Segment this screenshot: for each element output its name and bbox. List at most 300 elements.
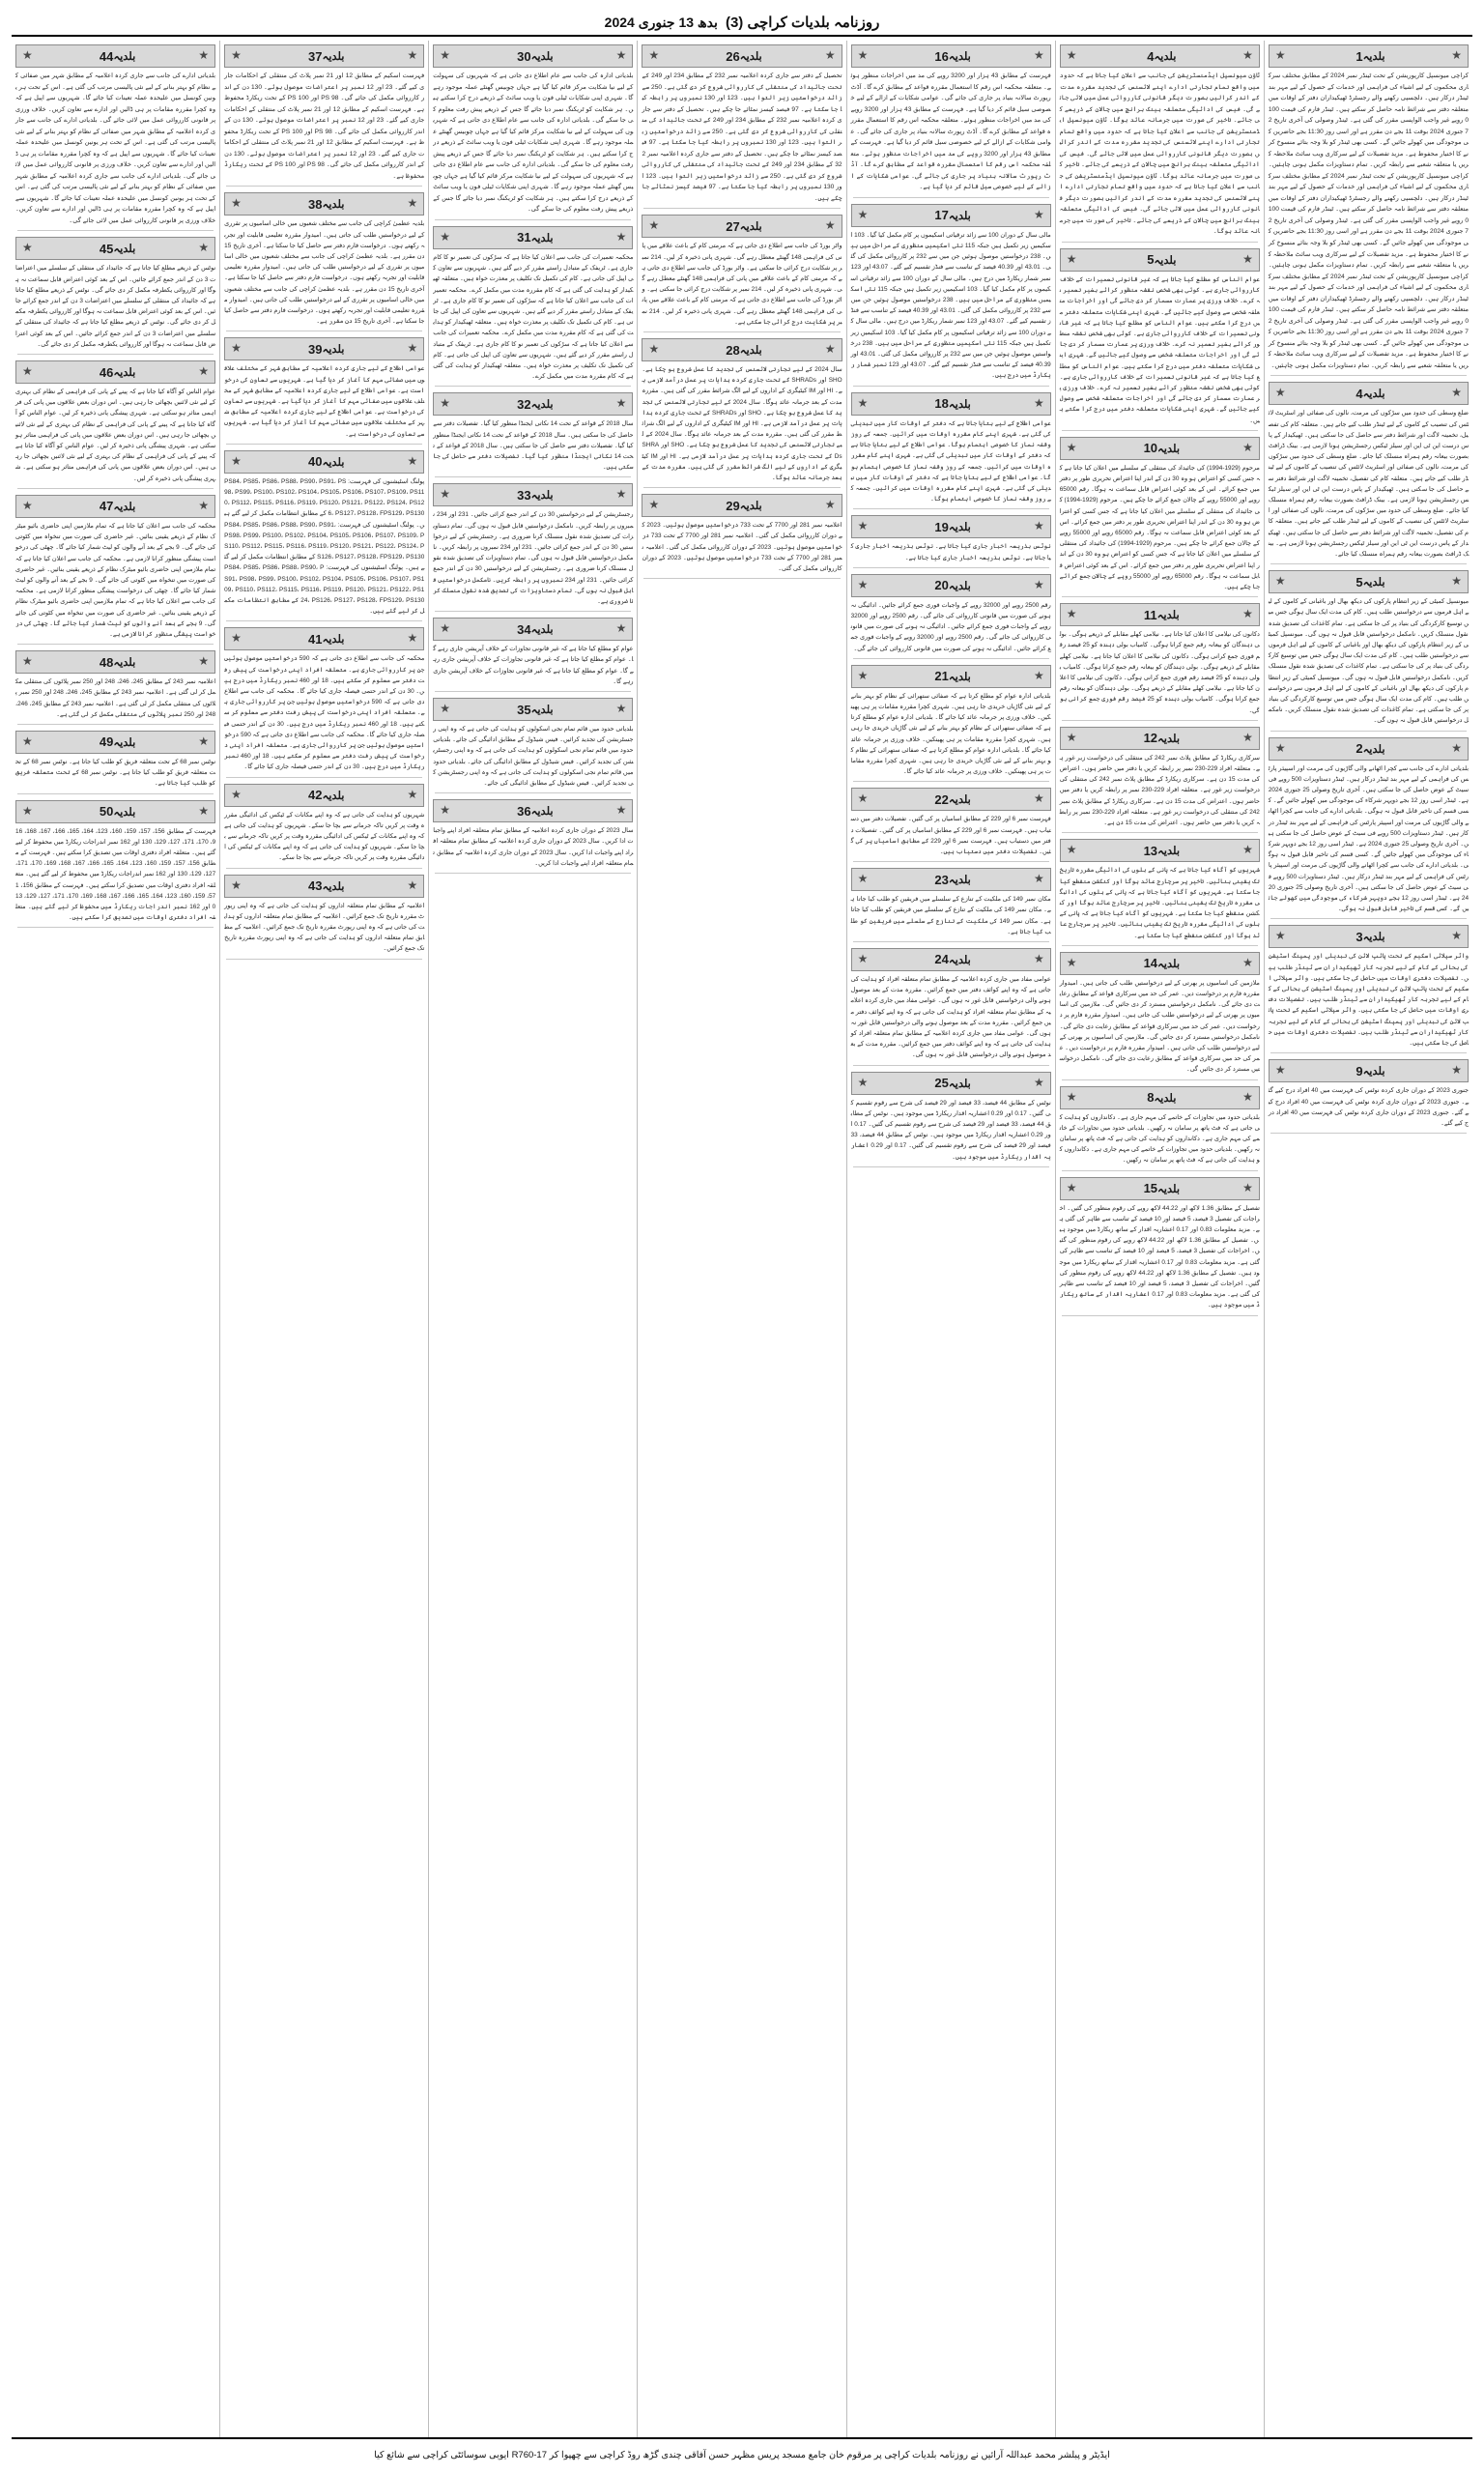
notice-block (1269, 44, 1469, 376)
star-icon: ★ (1451, 386, 1462, 400)
notice-number: 42 (308, 788, 323, 803)
newspaper-column (428, 41, 637, 2437)
notice-body: نوٹس کے مطابق 44 فیصد، 33 فیصد اور 29 فیصد کی شرح سے رقوم تقسیم کی گئیں۔ 0.17 اور 0.29 اعشاریہ اقدار ریکارڈ میں موجود ہیں۔ نوٹس کے مطابق 44 فیصد، 33 فیصد اور 29 فیصد کی شرح سے رقوم تقسیم کی گئیں۔ 0.17 اور 0.29 اعشاریہ اقدار ریکارڈ میں موجود ہیں۔ نوٹس کے مطابق 44 فیصد، 33 فیصد اور 29 فیصد کی شرح سے رقوم تقسیم کی گئیں۔ 0.17 اور 0.29 اعشاریہ اقدار ریکارڈ میں موجود ہیں۔ (850, 1099, 1051, 1161)
divider (435, 219, 631, 220)
divider (226, 777, 422, 778)
notice-number: 40 (308, 454, 323, 470)
notice-body: عوام الناس کو آگاہ کیا جاتا ہے کہ پینے کے پانی کی فراہمی کے نظام کی بہتری کے لیے نئی لائنیں بچھائی جا رہی ہیں۔ اس دوران بعض علاقوں میں پانی کی فراہمی متاثر ہو سکتی ہے۔ شہری پیشگی پانی ذخیرہ کر لیں۔ عوام الناس کو آگاہ کیا جاتا ہے کہ پینے کے پانی کی فراہمی کے نظام کی بہتری کے لیے نئی لائنیں بچھائی جا رہی ہیں۔ اس دوران بعض علاقوں میں پانی کی فراہمی متاثر ہو سکتی ہے۔ شہری پیشگی پانی ذخیرہ کر لیں۔ عوام الناس کو آگاہ کیا جاتا ہے کہ پینے کے پانی کی فراہمی کے نظام کی بہتری کے لیے نئی لائنیں بچھائی جا رہی ہیں۔ اس دوران بعض علاقوں میں پانی کی فراہمی متاثر ہو سکتی ہے۔ شہری پیشگی پانی ذخیرہ کر لیں۔ (15, 388, 216, 482)
star-icon: ★ (1033, 395, 1044, 410)
star-icon: ★ (198, 364, 210, 379)
notice-number: 43 (308, 878, 323, 894)
notice-number: 46 (99, 364, 114, 380)
newspaper-column (1264, 41, 1472, 2437)
notice-number: 34 (517, 621, 531, 637)
notice-header (15, 495, 215, 518)
star-icon: ★ (648, 342, 660, 356)
star-icon: ★ (1066, 607, 1077, 621)
star-icon: ★ (407, 453, 418, 468)
star-icon: ★ (440, 702, 451, 715)
notice-header (224, 44, 424, 68)
notice-number: 49 (99, 734, 114, 750)
notice-header (1060, 603, 1260, 626)
notice-body: نوٹس نمبر 68 کے تحت متعلقہ فریق کو طلب کیا جاتا ہے۔ نوٹس نمبر 68 کے تحت متعلقہ فریق کو طلب کیا جاتا ہے۔ نوٹس نمبر 68 کے تحت متعلقہ فریق کو طلب کیا جاتا ہے۔ (15, 758, 216, 788)
star-icon: ★ (857, 1075, 869, 1089)
notice-block (851, 392, 1051, 510)
notice-title: بلدیہ (948, 954, 971, 966)
notice-title: بلدیہ (1157, 958, 1181, 970)
notice-number: 32 (517, 396, 531, 412)
star-icon: ★ (231, 196, 242, 211)
star-icon: ★ (1033, 519, 1044, 533)
star-icon: ★ (440, 803, 451, 818)
notice-block (851, 868, 1051, 942)
notice-title: بلدیہ (1157, 846, 1181, 858)
newspaper-column (1055, 41, 1264, 2437)
notice-body: عوامی اطلاع کے لیے بتایا جاتا ہے کہ دفتر کے اوقات کار میں تبدیلی کی گئی ہے۔ شہری اپنے کام مقررہ اوقات میں کرائیں۔ جمعہ کے روز وقفہ نماز کا خصوصی اہتمام ہوگا۔ عوامی اطلاع کے لیے بتایا جاتا ہے کہ دفتر کے اوقات کار میں تبدیلی کی گئی ہے۔ شہری اپنے کام مقررہ اوقات میں کرائیں۔ جمعہ کے روز وقفہ نماز کا خصوصی اہتمام ہوگا۔ عوامی اطلاع کے لیے بتایا جاتا ہے کہ دفتر کے اوقات کار میں تبدیلی کی گئی ہے۔ شہری اپنے کام مقررہ اوقات میں کرائیں۔ جمعہ کے روز وقفہ نماز کا خصوصی اہتمام ہوگا۔ (850, 419, 1051, 503)
notice-title: بلدیہ (530, 399, 554, 412)
notice-block (851, 515, 1051, 567)
star-icon: ★ (1274, 386, 1286, 400)
star-icon: ★ (824, 342, 836, 356)
star-icon: ★ (231, 341, 242, 356)
divider (853, 197, 1049, 198)
star-icon: ★ (1242, 1089, 1253, 1104)
notice-body: عوام الناس کو مطلع کیا جاتا ہے کہ غیر قانونی تعمیرات کے خلاف کارروائی جاری ہے۔ کوئی بھی شخص نقشہ منظور کرائے بغیر تعمیر نہ کرے۔ خلاف ورزی پر عمارت مسمار کر دی جائے گی اور اخراجات متعلقہ شخص سے وصول کیے جائیں گے۔ شہری اپنی شکایات متعلقہ دفتر میں درج کرا سکتے ہیں۔ عوام الناس کو مطلع کیا جاتا ہے کہ غیر قانونی تعمیرات کے خلاف کارروائی جاری ہے۔ کوئی بھی شخص نقشہ منظور کرائے بغیر تعمیر نہ کرے۔ خلاف ورزی پر عمارت مسمار کر دی جائے گی اور اخراجات متعلقہ شخص سے وصول کیے جائیں گے۔ شہری اپنی شکایات متعلقہ دفتر میں درج کرا سکتے ہیں۔ عوام الناس کو مطلع کیا جاتا ہے کہ غیر قانونی تعمیرات کے خلاف کارروائی جاری ہے۔ کوئی بھی شخص نقشہ منظور کرائے بغیر تعمیر نہ کرے۔ خلاف ورزی پر عمارت مسمار کر دی جائے گی اور اخراجات متعلقہ شخص سے وصول کیے جائیں گے۔ شہری اپنی شکایات متعلقہ دفتر میں درج کرا سکتے ہیں۔ (1059, 275, 1260, 424)
notice-title: بلدیہ (113, 501, 136, 513)
notice-header (1269, 925, 1469, 948)
star-icon: ★ (615, 621, 627, 636)
notice-block (1060, 603, 1260, 721)
notice-header (851, 204, 1051, 227)
notice-title: بلدیہ (1362, 1066, 1385, 1079)
star-icon: ★ (1033, 791, 1044, 806)
notice-header (642, 338, 842, 361)
notice-body: مالی سال کے دوران 100 سے زائد ترقیاتی اسکیموں پر کام مکمل کیا گیا۔ 103 اسکیمیں زیر تکمیل ہیں جبکہ 115 نئی اسکیمیں منظوری کے مراحل میں ہیں۔ 238 درخواستیں موصول ہوئیں جن میں سے 232 پر کارروائی مکمل کی گئی۔ 43.01 اور 40.39 فیصد کے تناسب سے فنڈز تقسیم کیے گئے۔ 43.07 اور 123 نمبر شمار ریکارڈ میں درج ہیں۔ مالی سال کے دوران 100 سے زائد ترقیاتی اسکیموں پر کام مکمل کیا گیا۔ 103 اسکیمیں زیر تکمیل ہیں جبکہ 115 نئی اسکیمیں منظوری کے مراحل میں ہیں۔ 238 درخواستیں موصول ہوئیں جن میں سے 232 پر کارروائی مکمل کی گئی۔ 43.01 اور 40.39 فیصد کے تناسب سے فنڈز تقسیم کیے گئے۔ 43.07 اور 123 نمبر شمار ریکارڈ میں درج ہیں۔ مالی سال کے دوران 100 سے زائد ترقیاتی اسکیموں پر کام مکمل کیا گیا۔ 103 اسکیمیں زیر تکمیل ہیں جبکہ 115 نئی اسکیمیں منظوری کے مراحل میں ہیں۔ 238 درخواستیں موصول ہوئیں جن میں سے 232 پر کارروائی مکمل کی گئی۔ 43.01 اور 40.39 فیصد کے تناسب سے فنڈز تقسیم کیے گئے۔ 43.07 اور 123 نمبر شمار ریکارڈ میں درج ہیں۔ (850, 231, 1051, 380)
divider (853, 941, 1049, 942)
divider (435, 691, 631, 692)
notice-title: بلدیہ (322, 344, 345, 357)
notice-header (642, 44, 842, 68)
notice-title: بلدیہ (739, 501, 762, 513)
notice-header (1060, 727, 1260, 750)
divider (17, 354, 214, 355)
star-icon: ★ (824, 218, 836, 233)
star-icon: ★ (1274, 48, 1286, 62)
divider (1062, 945, 1258, 946)
notice-number: 17 (934, 208, 949, 223)
notice-number: 26 (726, 48, 740, 64)
notice-number: 22 (934, 791, 949, 807)
notice-block (1060, 248, 1260, 431)
divider (853, 658, 1049, 659)
notice-block (15, 800, 215, 929)
notice-number: 44 (99, 48, 114, 64)
star-icon: ★ (1274, 740, 1286, 755)
notice-header (1060, 44, 1260, 68)
notice-header (224, 875, 424, 898)
star-icon: ★ (1242, 955, 1253, 969)
divider (1270, 375, 1467, 376)
star-icon: ★ (198, 734, 210, 748)
divider (226, 620, 422, 621)
notice-number: 27 (726, 218, 740, 234)
notice-block (433, 392, 633, 477)
star-icon: ★ (648, 48, 660, 62)
notice-body: پولنگ اسٹیشنوں کی فہرست: PS84، PS85، PS86، PS88، PS90، PS91، PS98، PS99، PS100، PS102، PS104، PS105، PS106، PS107، PS109، PS110، PS112، PS115، PS116، PS119، PS120، PS121، PS122، PS124، PS126، PS127، PS128، FPS129، PS130 کے مطابق انتظامات مکمل کر لیے گئے ہیں۔ پولنگ اسٹیشنوں کی فہرست: PS84، PS85، PS86، PS88، PS90، PS91، PS98، PS99، PS100، PS102، PS104، PS105، PS106، PS107، PS109، PS110، PS112، PS115، PS116، PS119، PS120، PS121، PS122، PS124، PS126، PS127، PS128، FPS129، PS130 کے مطابق انتظامات مکمل کر لیے گئے ہیں۔ پولنگ اسٹیشنوں کی فہرست: PS84، PS85، PS86، PS88، PS90، PS91، PS98، PS99، PS100، PS102، PS104، PS105، PS106، PS107، PS109، PS110، PS112، PS115، PS116، PS119، PS120، PS121، PS122، PS124، PS126، PS127، PS128، FPS129، PS130 کے مطابق انتظامات مکمل کر لیے گئے ہیں۔ (224, 477, 425, 616)
notice-number: 4 (1147, 48, 1155, 64)
notice-block (1269, 925, 1469, 1053)
divider (1062, 1170, 1258, 1171)
notice-body: واٹر بورڈ کی جانب سے اطلاع دی جاتی ہے کہ مرمتی کام کے باعث علاقے میں پانی کی فراہمی 148 گھنٹے معطل رہے گی۔ شہری پانی ذخیرہ کر لیں۔ 214 نمبر پر شکایت درج کرائی جا سکتی ہے۔ واٹر بورڈ کی جانب سے اطلاع دی جاتی ہے کہ مرمتی کام کے باعث علاقے میں پانی کی فراہمی 148 گھنٹے معطل رہے گی۔ شہری پانی ذخیرہ کر لیں۔ 214 نمبر پر شکایت درج کرائی جا سکتی ہے۔ واٹر بورڈ کی جانب سے اطلاع دی جاتی ہے کہ مرمتی کام کے باعث علاقے میں پانی کی فراہمی 148 گھنٹے معطل رہے گی۔ شہری پانی ذخیرہ کر لیں۔ 214 نمبر پر شکایت درج کرائی جا سکتی ہے۔ (642, 243, 842, 326)
notice-block (1060, 1086, 1260, 1171)
star-icon: ★ (22, 364, 33, 379)
notice-header (851, 665, 1051, 688)
star-icon: ★ (1451, 929, 1462, 943)
notice-number: 48 (99, 654, 114, 670)
star-icon: ★ (1274, 929, 1286, 943)
divider (1062, 430, 1258, 431)
star-icon: ★ (857, 519, 869, 533)
star-icon: ★ (615, 48, 627, 62)
notice-number: 47 (99, 499, 114, 514)
notice-body: شہریوں کو آگاہ کیا جاتا ہے کہ پانی کے بلوں کی ادائیگی مقررہ تاریخ تک یقینی بنائیں۔ تاخیر پر سرچارج عائد ہوگا اور کنکشن منقطع کیا جا سکتا ہے۔ شہریوں کو آگاہ کیا جاتا ہے کہ پانی کے بلوں کی ادائیگی مقررہ تاریخ تک یقینی بنائیں۔ تاخیر پر سرچارج عائد ہوگا اور کنکشن منقطع کیا جا سکتا ہے۔ شہریوں کو آگاہ کیا جاتا ہے کہ پانی کے بلوں کی ادائیگی مقررہ تاریخ تک یقینی بنائیں۔ تاخیر پر سرچارج عائد ہوگا اور کنکشن منقطع کیا جا سکتا ہے۔ (1059, 867, 1260, 939)
star-icon: ★ (857, 791, 869, 806)
notice-block (1060, 1177, 1260, 1316)
notice-number: 28 (726, 342, 740, 358)
notice-number: 36 (517, 803, 531, 819)
divider (435, 476, 631, 477)
notice-header (433, 618, 633, 641)
star-icon: ★ (1033, 577, 1044, 591)
notice-block (851, 204, 1051, 387)
star-icon: ★ (1242, 440, 1253, 454)
notice-title: بلدیہ (322, 634, 345, 647)
notice-body: فہرست کے مطابق 156، 157، 159، 160، 123، 164، 165، 166، 167، 168، 169، 170، 171، 127، 129، 130 اور 162 نمبر اندراجات ریکارڈ میں محفوظ کر لیے گئے ہیں۔ متعلقہ افراد دفتری اوقات میں تصدیق کرا سکتے ہیں۔ فہرست کے مطابق 156، 157، 159، 160، 123، 164، 165، 166، 167، 168، 169، 170، 171، 127، 129، 130 اور 162 نمبر اندراجات ریکارڈ میں محفوظ کر لیے گئے ہیں۔ متعلقہ افراد دفتری اوقات میں تصدیق کرا سکتے ہیں۔ فہرست کے مطابق 156، 157، 159، 160، 123، 164، 165، 166، 167، 168، 169، 170، 171، 127، 129، 130 اور 162 نمبر اندراجات ریکارڈ میں محفوظ کر لیے گئے ہیں۔ متعلقہ افراد دفتری اوقات میں تصدیق کرا سکتے ہیں۔ (15, 827, 216, 922)
divider (1270, 1052, 1467, 1053)
star-icon: ★ (615, 702, 627, 715)
star-icon: ★ (1242, 730, 1253, 744)
notice-block (15, 731, 215, 794)
notice-body: تفصیل کے مطابق 1.36 لاکھ اور 44.22 لاکھ روپے کی رقوم منظور کی گئیں۔ اخراجات کی تفصیل 3 فیصد، 5 فیصد اور 10 فیصد کے تناسب سے ظاہر کی گئی ہے۔ مزید معلومات 0.83 اور 0.17 اعشاریہ اقدار کے ساتھ ریکارڈ میں موجود ہیں۔ تفصیل کے مطابق 1.36 لاکھ اور 44.22 لاکھ روپے کی رقوم منظور کی گئیں۔ اخراجات کی تفصیل 3 فیصد، 5 فیصد اور 10 فیصد کے تناسب سے ظاہر کی گئی ہے۔ مزید معلومات 0.83 اور 0.17 اعشاریہ اقدار کے ساتھ ریکارڈ میں موجود ہیں۔ تفصیل کے مطابق 1.36 لاکھ اور 44.22 لاکھ روپے کی رقوم منظور کی گئیں۔ اخراجات کی تفصیل 3 فیصد، 5 فیصد اور 10 فیصد کے تناسب سے ظاہر کی گئی ہے۔ مزید معلومات 0.83 اور 0.17 اعشاریہ اقدار کے ساتھ ریکارڈ میں موجود ہیں۔ (1059, 1204, 1260, 1309)
star-icon: ★ (22, 803, 33, 818)
star-icon: ★ (1242, 607, 1253, 621)
notice-block (851, 788, 1051, 862)
notice-block (851, 44, 1051, 198)
notice-title: بلدیہ (739, 345, 762, 357)
star-icon: ★ (1451, 574, 1462, 589)
notice-header (224, 192, 424, 216)
notice-block (851, 574, 1051, 659)
notice-number: 30 (517, 48, 531, 64)
divider (1270, 918, 1467, 919)
notice-header (15, 731, 215, 754)
notice-header (1060, 1086, 1260, 1109)
star-icon: ★ (231, 631, 242, 646)
notice-block (642, 44, 842, 209)
notice-body: فہرست نمبر 6 اور 229 کے مطابق اسامیاں پر کی گئیں۔ تفصیلات دفتر میں دستیاب ہیں۔ فہرست نمبر 6 اور 229 کے مطابق اسامیاں پر کی گئیں۔ تفصیلات دفتر میں دستیاب ہیں۔ فہرست نمبر 6 اور 229 کے مطابق اسامیاں پر کی گئیں۔ تفصیلات دفتر میں دستیاب ہیں۔ (850, 816, 1051, 855)
divider (853, 386, 1049, 387)
star-icon: ★ (1451, 740, 1462, 755)
star-icon: ★ (1066, 955, 1077, 969)
notice-body: دکانوں کی نیلامی کا اعلان کیا جاتا ہے۔ نیلامی کھلے مقابلے کے ذریعے ہوگی۔ بولی دہندگان کو بیعانہ رقم جمع کرانا ہوگی۔ کامیاب بولی دہندہ کو 25 فیصد رقم فوری جمع کرانی ہوگی۔ دکانوں کی نیلامی کا اعلان کیا جاتا ہے۔ نیلامی کھلے مقابلے کے ذریعے ہوگی۔ بولی دہندگان کو بیعانہ رقم جمع کرانا ہوگی۔ کامیاب بولی دہندہ کو 25 فیصد رقم فوری جمع کرانی ہوگی۔ دکانوں کی نیلامی کا اعلان کیا جاتا ہے۔ نیلامی کھلے مقابلے کے ذریعے ہوگی۔ بولی دہندگان کو بیعانہ رقم جمع کرانا ہوگی۔ کامیاب بولی دہندہ کو 25 فیصد رقم فوری جمع کرانی ہوگی۔ (1059, 631, 1260, 714)
star-icon: ★ (198, 241, 210, 255)
notice-number: 13 (1143, 843, 1158, 858)
notice-header (433, 483, 633, 506)
star-icon: ★ (1033, 872, 1044, 886)
notice-block (15, 44, 215, 231)
star-icon: ★ (1066, 251, 1077, 266)
notice-header (851, 515, 1051, 538)
notice-block (851, 948, 1051, 1066)
notice-header (433, 44, 633, 68)
notice-block (15, 650, 215, 725)
notice-header (15, 360, 215, 384)
notice-title: بلدیہ (113, 367, 136, 380)
notice-number: 20 (934, 578, 949, 593)
notice-body: نوٹس بذریعہ اخبار جاری کیا جاتا ہے۔ نوٹس بذریعہ اخبار جاری کیا جاتا ہے۔ نوٹس بذریعہ اخبار جاری کیا جاتا ہے۔ (850, 543, 1051, 561)
notice-block (433, 698, 633, 793)
masthead-title: روزنامہ بلدیات کراچی (3) (725, 14, 880, 31)
notice-block (15, 495, 215, 645)
notice-title: بلدیہ (530, 806, 554, 819)
divider (1270, 1133, 1467, 1134)
star-icon: ★ (857, 668, 869, 682)
notice-title: بلدیہ (530, 624, 554, 637)
divider (1062, 1315, 1258, 1316)
notice-block (433, 226, 633, 387)
notice-title: بلدیہ (322, 880, 345, 893)
notice-header (1060, 437, 1260, 460)
notice-block (224, 784, 424, 869)
notice-header (1269, 44, 1469, 68)
notice-title: بلدیہ (322, 199, 345, 212)
notice-header (851, 1072, 1051, 1095)
notice-header (1060, 1177, 1260, 1200)
page-footer: ایڈیٹر و پبلشر محمد عبداللہ آرائیں نے روزنامہ بلدیات کراچی پر مرقوم خان جامع مسجد پریس مظہر حسن آفاقی چندی گڑھ روڈ کراچی سے چھپوا کر R760-17 ایوبی سوسائٹی کراچی سے شائع کیا (374, 2449, 1110, 2460)
notice-title: بلدیہ (322, 51, 345, 63)
star-icon: ★ (1242, 251, 1253, 266)
star-icon: ★ (648, 218, 660, 233)
notice-body: اعلامیہ نمبر 243 کے مطابق 245، 246، 248 اور 250 نمبر پلاٹوں کی منتقلی مکمل کر لی گئی ہے۔ اعلامیہ نمبر 243 کے مطابق 245، 246، 248 اور 250 نمبر پلاٹوں کی منتقلی مکمل کر لی گئی ہے۔ اعلامیہ نمبر 243 کے مطابق 245، 246، 248 اور 250 نمبر پلاٹوں کی منتقلی مکمل کر لی گئی ہے۔ (15, 678, 216, 718)
notice-body: بلدیاتی ادارہ عوام کو مطلع کرتا ہے کہ صفائی ستھرائی کے نظام کو بہتر بنانے کے لیے نئی گاڑیاں خریدی جا رہی ہیں۔ شہری کچرا مقررہ مقامات پر ہی پھینکیں۔ خلاف ورزی پر جرمانہ عائد کیا جائے گا۔ بلدیاتی ادارہ عوام کو مطلع کرتا ہے کہ صفائی ستھرائی کے نظام کو بہتر بنانے کے لیے نئی گاڑیاں خریدی جا رہی ہیں۔ شہری کچرا مقررہ مقامات پر ہی پھینکیں۔ خلاف ورزی پر جرمانہ عائد کیا جائے گا۔ بلدیاتی ادارہ عوام کو مطلع کرتا ہے کہ صفائی ستھرائی کے نظام کو بہتر بنانے کے لیے نئی گاڑیاں خریدی جا رہی ہیں۔ شہری کچرا مقررہ مقامات پر ہی پھینکیں۔ خلاف ورزی پر جرمانہ عائد کیا جائے گا۔ (850, 692, 1051, 776)
divider (17, 793, 214, 794)
star-icon: ★ (407, 877, 418, 892)
notice-body: رجسٹریشن کے لیے درخواستیں 30 دن کے اندر جمع کرائی جائیں۔ 231 اور 234 نمبروں پر رابطہ کریں۔ نامکمل درخواستیں قابل قبول نہ ہوں گی۔ تمام دستاویزات کی تصدیق شدہ نقول منسلک کرنا ضروری ہے۔ رجسٹریشن کے لیے درخواستیں 30 دن کے اندر جمع کرائی جائیں۔ 231 اور 234 نمبروں پر رابطہ کریں۔ نامکمل درخواستیں قابل قبول نہ ہوں گی۔ تمام دستاویزات کی تصدیق شدہ نقول منسلک کرنا ضروری ہے۔ رجسٹریشن کے لیے درخواستیں 30 دن کے اندر جمع کرائی جائیں۔ 231 اور 234 نمبروں پر رابطہ کریں۔ نامکمل درخواستیں قابل قبول نہ ہوں گی۔ تمام دستاویزات کی تصدیق شدہ نقول منسلک کرنا ضروری ہے۔ (433, 511, 634, 605)
notice-header (15, 650, 215, 674)
star-icon: ★ (198, 48, 210, 62)
star-icon: ★ (407, 196, 418, 211)
notice-title: بلدیہ (1157, 443, 1181, 455)
notice-header (642, 494, 842, 517)
star-icon: ★ (198, 498, 210, 512)
notice-number: 18 (934, 396, 949, 412)
notice-body: مکان نمبر 149 کی ملکیت کے تنازع کے سلسلے میں فریقین کو طلب کیا جاتا ہے۔ مکان نمبر 149 کی ملکیت کے تنازع کے سلسلے میں فریقین کو طلب کیا جاتا ہے۔ مکان نمبر 149 کی ملکیت کے تنازع کے سلسلے میں فریقین کو طلب کیا جاتا ہے۔ (850, 896, 1051, 935)
notice-title: بلدیہ (113, 657, 136, 670)
notice-number: 37 (308, 48, 323, 64)
notice-number: 12 (1143, 731, 1158, 746)
star-icon: ★ (1274, 574, 1286, 589)
notice-number: 41 (308, 631, 323, 647)
notice-block (224, 337, 424, 444)
notice-body: بلدیاتی حدود میں قائم تمام نجی اسکولوں کو ہدایت کی جاتی ہے کہ وہ اپنی رجسٹریشن کی تجدید کرائیں۔ فیس شیڈول کے مطابق ادائیگی کی جائے۔ بلدیاتی حدود میں قائم تمام نجی اسکولوں کو ہدایت کی جاتی ہے کہ وہ اپنی رجسٹریشن کی تجدید کرائیں۔ فیس شیڈول کے مطابق ادائیگی کی جائے۔ بلدیاتی حدود میں قائم تمام نجی اسکولوں کو ہدایت کی جاتی ہے کہ وہ اپنی رجسٹریشن کی تجدید کرائیں۔ فیس شیڈول کے مطابق ادائیگی کی جائے۔ (433, 726, 634, 788)
notice-title: بلدیہ (113, 806, 136, 819)
divider (853, 861, 1049, 862)
star-icon: ★ (407, 48, 418, 62)
star-icon: ★ (857, 951, 869, 965)
divider (853, 567, 1049, 568)
notice-header (433, 799, 633, 822)
notice-number: 29 (726, 498, 740, 513)
divider (17, 927, 214, 928)
notice-number: 5 (1147, 252, 1155, 268)
divider (853, 1166, 1049, 1167)
divider (226, 959, 422, 960)
notice-block (1269, 382, 1469, 564)
star-icon: ★ (615, 396, 627, 411)
notice-title: بلدیہ (530, 51, 554, 63)
divider (226, 444, 422, 445)
notice-number: 9 (1356, 1063, 1363, 1079)
notice-block (851, 1072, 1051, 1167)
divider (853, 1065, 1049, 1066)
notice-number: 21 (934, 669, 949, 684)
notice-header (224, 627, 424, 650)
notice-body: مرحوم (1929-1994) کی جائیداد کی منتقلی کے سلسلے میں اعلان کیا جاتا ہے کہ جس کسی کو اعتراض ہو وہ 30 دن کے اندر اپنا اعتراض تحریری طور پر دفتر میں جمع کرائے۔ اس کے بعد کوئی اعتراض قابل سماعت نہ ہوگا۔ رقم 65000 روپے اور 55000 روپے کے چالان جمع کرائے جا چکے ہیں۔ مرحوم (1929-1994) کی جائیداد کی منتقلی کے سلسلے میں اعلان کیا جاتا ہے کہ جس کسی کو اعتراض ہو وہ 30 دن کے اندر اپنا اعتراض تحریری طور پر دفتر میں جمع کرائے۔ اس کے بعد کوئی اعتراض قابل سماعت نہ ہوگا۔ رقم 65000 روپے اور 55000 روپے کے چالان جمع کرائے جا چکے ہیں۔ مرحوم (1929-1994) کی جائیداد کی منتقلی کے سلسلے میں اعلان کیا جاتا ہے کہ جس کسی کو اعتراض ہو وہ 30 دن کے اندر اپنا اعتراض تحریری طور پر دفتر میں جمع کرائے۔ اس کے بعد کوئی اعتراض قابل سماعت نہ ہوگا۔ رقم 65000 روپے اور 55000 روپے کے چالان جمع کرائے جا چکے ہیں۔ (1059, 464, 1260, 591)
notice-title: بلدیہ (948, 522, 971, 534)
notice-body: تحصیل کے دفتر سے جاری کردہ اعلامیہ نمبر 232 کے مطابق 234 اور 249 کے تحت جائیداد کی منتقلی کی کارروائی شروع کر دی گئی ہے۔ 250 سے زائد درخواستیں زیر التوا ہیں۔ 123 اور 130 نمبروں پر رابطہ کیا جا سکتا ہے۔ 97 فیصد کیسز نمٹائے جا چکے ہیں۔ تحصیل کے دفتر سے جاری کردہ اعلامیہ نمبر 232 کے مطابق 234 اور 249 کے تحت جائیداد کی منتقلی کی کارروائی شروع کر دی گئی ہے۔ 250 سے زائد درخواستیں زیر التوا ہیں۔ 123 اور 130 نمبروں پر رابطہ کیا جا سکتا ہے۔ 97 فیصد کیسز نمٹائے جا چکے ہیں۔ تحصیل کے دفتر سے جاری کردہ اعلامیہ نمبر 232 کے مطابق 234 اور 249 کے تحت جائیداد کی منتقلی کی کارروائی شروع کر دی گئی ہے۔ 250 سے زائد درخواستیں زیر التوا ہیں۔ 123 اور 130 نمبروں پر رابطہ کیا جا سکتا ہے۔ 97 فیصد کیسز نمٹائے جا چکے ہیں۔ (642, 72, 842, 202)
divider (853, 508, 1049, 509)
star-icon: ★ (407, 341, 418, 356)
star-icon: ★ (22, 498, 33, 512)
divider (435, 873, 631, 874)
notice-header (851, 788, 1051, 811)
notice-body: ضلع وسطی کی حدود میں سڑکوں کی مرمت، نالوں کی صفائی اور اسٹریٹ لائٹس کی تنصیب کے کاموں کے لیے ٹینڈر طلب کیے جاتے ہیں۔ متعلقہ کام کی تفصیل، تخمینہ لاگت اور شرائط دفتر سے حاصل کی جا سکتی ہیں۔ ٹھیکیدار کے پاس درست این ٹی این اور سیلز ٹیکس رجسٹریشن ہونا لازمی ہے۔ بینک ڈرافٹ بصورت بیعانہ رقم ہمراہ منسلک کیا جائے۔ ضلع وسطی کی حدود میں سڑکوں کی مرمت، نالوں کی صفائی اور اسٹریٹ لائٹس کی تنصیب کے کاموں کے لیے ٹینڈر طلب کیے جاتے ہیں۔ متعلقہ کام کی تفصیل، تخمینہ لاگت اور شرائط دفتر سے حاصل کی جا سکتی ہیں۔ ٹھیکیدار کے پاس درست این ٹی این اور سیلز ٹیکس رجسٹریشن ہونا لازمی ہے۔ بینک ڈرافٹ بصورت بیعانہ رقم ہمراہ منسلک کیا جائے۔ ضلع وسطی کی حدود میں سڑکوں کی مرمت، نالوں کی صفائی اور اسٹریٹ لائٹس کی تنصیب کے کاموں کے لیے ٹینڈر طلب کیے جاتے ہیں۔ متعلقہ کام کی تفصیل، تخمینہ لاگت اور شرائط دفتر سے حاصل کی جا سکتی ہیں۔ ٹھیکیدار کے پاس درست این ٹی این اور سیلز ٹیکس رجسٹریشن ہونا لازمی ہے۔ بینک ڈرافٹ بصورت بیعانہ رقم ہمراہ منسلک کیا جائے۔ (1268, 410, 1469, 558)
notice-title: بلدیہ (322, 456, 345, 469)
notice-title: بلدیہ (1154, 254, 1177, 267)
notice-block (1269, 737, 1469, 920)
notice-number: 2 (1356, 741, 1363, 757)
notice-header (433, 698, 633, 721)
notice-body: بلدیاتی ادارے کی جانب سے جاری کردہ اعلامیہ کے مطابق شہر میں صفائی کے نظام کو بہتر بنانے کے لیے نئی پالیسی مرتب کی گئی ہے۔ اس کے تحت ہر یونین کونسل میں علیحدہ عملہ تعینات کیا جائے گا۔ شہریوں سے اپیل ہے کہ وہ کچرا مقررہ مقامات پر ہی ڈالیں اور ادارے سے تعاون کریں۔ خلاف ورزی پر قانونی کارروائی عمل میں لائی جائے گی۔ بلدیاتی ادارے کی جانب سے جاری کردہ اعلامیہ کے مطابق شہر میں صفائی کے نظام کو بہتر بنانے کے لیے نئی پالیسی مرتب کی گئی ہے۔ اس کے تحت ہر یونین کونسل میں علیحدہ عملہ تعینات کیا جائے گا۔ شہریوں سے اپیل ہے کہ وہ کچرا مقررہ مقامات پر ہی ڈالیں اور ادارے سے تعاون کریں۔ خلاف ورزی پر قانونی کارروائی عمل میں لائی جائے گی۔ بلدیاتی ادارے کی جانب سے جاری کردہ اعلامیہ کے مطابق شہر میں صفائی کے نظام کو بہتر بنانے کے لیے نئی پالیسی مرتب کی گئی ہے۔ اس کے تحت ہر یونین کونسل میں علیحدہ عملہ تعینات کیا جائے گا۔ شہریوں سے اپیل ہے کہ وہ کچرا مقررہ مقامات پر ہی ڈالیں اور ادارے سے تعاون کریں۔ خلاف ورزی پر قانونی کارروائی عمل میں لائی جائے گی۔ (15, 72, 216, 224)
notice-title: بلدیہ (1156, 610, 1180, 622)
notice-block (642, 494, 842, 579)
star-icon: ★ (407, 631, 418, 646)
divider (1062, 242, 1258, 243)
notice-block (433, 483, 633, 612)
notice-header (1269, 737, 1469, 761)
star-icon: ★ (857, 395, 869, 410)
star-icon: ★ (1033, 668, 1044, 682)
masthead-date: بدھ 13 جنوری 2024 (604, 14, 718, 30)
star-icon: ★ (198, 803, 210, 818)
star-icon: ★ (615, 229, 627, 244)
divider (17, 230, 214, 231)
notice-body: ملازمین کی اسامیوں پر بھرتی کے لیے درخواستیں طلب کی جاتی ہیں۔ امیدوار مقررہ فارم پر درخواست دیں۔ عمر کی حد میں سرکاری قواعد کے مطابق رعایت دی جائے گی۔ نامکمل درخواستیں مسترد کر دی جائیں گی۔ ملازمین کی اسامیوں پر بھرتی کے لیے درخواستیں طلب کی جاتی ہیں۔ امیدوار مقررہ فارم پر درخواست دیں۔ عمر کی حد میں سرکاری قواعد کے مطابق رعایت دی جائے گی۔ نامکمل درخواستیں مسترد کر دی جائیں گی۔ ملازمین کی اسامیوں پر بھرتی کے لیے درخواستیں طلب کی جاتی ہیں۔ امیدوار مقررہ فارم پر درخواست دیں۔ عمر کی حد میں سرکاری قواعد کے مطابق رعایت دی جائے گی۔ نامکمل درخواستیں مسترد کر دی جائیں گی۔ (1059, 979, 1260, 1074)
notice-number: 5 (1356, 574, 1363, 590)
star-icon: ★ (231, 877, 242, 892)
star-icon: ★ (1274, 1063, 1286, 1078)
notice-block (642, 215, 842, 332)
star-icon: ★ (1066, 48, 1077, 62)
divider (17, 724, 214, 725)
notice-title: بلدیہ (322, 790, 345, 802)
notice-title: بلدیہ (1157, 733, 1181, 745)
star-icon: ★ (1033, 207, 1044, 221)
divider (853, 781, 1049, 782)
notice-header (15, 800, 215, 823)
divider (643, 331, 840, 332)
star-icon: ★ (22, 241, 33, 255)
star-icon: ★ (1066, 440, 1077, 454)
notice-title: بلدیہ (948, 671, 971, 683)
notice-body: شہریوں کو ہدایت کی جاتی ہے کہ وہ اپنے مکانات کے ٹیکس کی ادائیگی مقررہ وقت پر کریں تاکہ جرمانے سے بچا جا سکے۔ شہریوں کو ہدایت کی جاتی ہے کہ وہ اپنے مکانات کے ٹیکس کی ادائیگی مقررہ وقت پر کریں تاکہ جرمانے سے بچا جا سکے۔ شہریوں کو ہدایت کی جاتی ہے کہ وہ اپنے مکانات کے ٹیکس کی ادائیگی مقررہ وقت پر کریں تاکہ جرمانے سے بچا جا سکے۔ (224, 811, 425, 862)
notice-title: بلدیہ (948, 794, 971, 807)
notice-block (224, 450, 424, 622)
notice-number: 33 (517, 487, 531, 503)
notice-title: بلدیہ (948, 1078, 971, 1090)
newspaper-column (219, 41, 428, 2437)
notice-number: 23 (934, 872, 949, 887)
notice-title: بلدیہ (113, 736, 136, 749)
notice-number: 50 (99, 804, 114, 820)
star-icon: ★ (440, 487, 451, 502)
notice-header (1269, 1059, 1469, 1082)
notice-header (433, 392, 633, 416)
notice-title: بلدیہ (530, 490, 554, 503)
divider (1062, 832, 1258, 833)
notice-title: بلدیہ (739, 221, 762, 234)
notice-body: واٹر سپلائی اسکیم کے تحت پائپ لائن کی تبدیلی اور پمپنگ اسٹیشن کی بحالی کے کام کے لیے تجربہ کار ٹھیکیداران سے ٹینڈر طلب ہیں۔ تفصیلات دفتری اوقات میں حاصل کی جا سکتی ہیں۔ واٹر سپلائی اسکیم کے تحت پائپ لائن کی تبدیلی اور پمپنگ اسٹیشن کی بحالی کے کام کے لیے تجربہ کار ٹھیکیداران سے ٹینڈر طلب ہیں۔ تفصیلات دفتری اوقات میں حاصل کی جا سکتی ہیں۔ واٹر سپلائی اسکیم کے تحت پائپ لائن کی تبدیلی اور پمپنگ اسٹیشن کی بحالی کے کام کے لیے تجربہ کار ٹھیکیداران سے ٹینڈر طلب ہیں۔ تفصیلات دفتری اوقات میں حاصل کی جا سکتی ہیں۔ (1268, 953, 1469, 1048)
notice-title: بلدیہ (1157, 1183, 1181, 1195)
notice-block (15, 237, 215, 355)
divider (435, 611, 631, 612)
notice-body: عوام کو مطلع کیا جاتا ہے کہ غیر قانونی تجاوزات کے خلاف آپریشن جاری رہے گا۔ عوام کو مطلع کیا جاتا ہے کہ غیر قانونی تجاوزات کے خلاف آپریشن جاری رہے گا۔ عوام کو مطلع کیا جاتا ہے کہ غیر قانونی تجاوزات کے خلاف آپریشن جاری رہے گا۔ (433, 646, 634, 685)
star-icon: ★ (440, 396, 451, 411)
notice-block (433, 44, 633, 220)
notice-block (433, 799, 633, 874)
notice-block (224, 44, 424, 187)
notice-body: بلدیاتی ادارہ کی جانب سے عام اطلاع دی جاتی ہے کہ شہریوں کی سہولت کے لیے نیا شکایت مرکز قائم کیا گیا ہے جہاں چوبیس گھنٹے عملہ موجود رہے گا۔ شہری اپنی شکایات ٹیلی فون یا ویب سائٹ کے ذریعے درج کرا سکتے ہیں۔ ہر شکایت کو ٹریکنگ نمبر دیا جائے گا جس کے ذریعے پیش رفت معلوم کی جا سکے گی۔ بلدیاتی ادارہ کی جانب سے عام اطلاع دی جاتی ہے کہ شہریوں کی سہولت کے لیے نیا شکایت مرکز قائم کیا گیا ہے جہاں چوبیس گھنٹے عملہ موجود رہے گا۔ شہری اپنی شکایات ٹیلی فون یا ویب سائٹ کے ذریعے درج کرا سکتے ہیں۔ ہر شکایت کو ٹریکنگ نمبر دیا جائے گا جس کے ذریعے پیش رفت معلوم کی جا سکے گی۔ بلدیاتی ادارہ کی جانب سے عام اطلاع دی جاتی ہے کہ شہریوں کی سہولت کے لیے نیا شکایت مرکز قائم کیا گیا ہے جہاں چوبیس گھنٹے عملہ موجود رہے گا۔ شہری اپنی شکایات ٹیلی فون یا ویب سائٹ کے ذریعے درج کرا سکتے ہیں۔ ہر شکایت کو ٹریکنگ نمبر دیا جائے گا جس کے ذریعے پیش رفت معلوم کی جا سکے گی۔ (433, 72, 634, 214)
star-icon: ★ (1066, 843, 1077, 857)
notice-number: 16 (934, 48, 949, 64)
notice-header (15, 44, 215, 68)
star-icon: ★ (440, 621, 451, 636)
notice-header (851, 948, 1051, 971)
notice-body: سال 2024 کے لیے تجارتی لائسنس کی تجدید کا عمل شروع ہو چکا ہے۔ SHO اور SHRADs کے تحت جاری کردہ ہدایات پر عمل درآمد لازمی ہے۔ HI اور IM کیٹیگری کے اداروں کے لیے الگ شرائط مقرر کی گئی ہیں۔ مقررہ مدت کے بعد جرمانہ عائد ہوگا۔ سال 2024 کے لیے تجارتی لائسنس کی تجدید کا عمل شروع ہو چکا ہے۔ SHO اور SHRADs کے تحت جاری کردہ ہدایات پر عمل درآمد لازمی ہے۔ HI اور IM کیٹیگری کے اداروں کے لیے الگ شرائط مقرر کی گئی ہیں۔ مقررہ مدت کے بعد جرمانہ عائد ہوگا۔ سال 2024 کے لیے تجارتی لائسنس کی تجدید کا عمل شروع ہو چکا ہے۔ SHO اور SHRADs کے تحت جاری کردہ ہدایات پر عمل درآمد لازمی ہے۔ HI اور IM کیٹیگری کے اداروں کے لیے الگ شرائط مقرر کی گئی ہیں۔ مقررہ مدت کے بعد جرمانہ عائد ہوگا۔ (642, 366, 842, 482)
notice-title: بلدیہ (113, 244, 136, 256)
star-icon: ★ (1066, 730, 1077, 744)
star-icon: ★ (1451, 48, 1462, 62)
notice-header (851, 868, 1051, 891)
notice-header (642, 215, 842, 238)
divider (226, 868, 422, 869)
notice-body: محکمہ کی جانب سے اعلان کیا جاتا ہے کہ تمام ملازمین اپنی حاضری بائیو میٹرک نظام کے ذریعے یقینی بنائیں۔ غیر حاضری کی صورت میں تنخواہ میں کٹوتی کی جائے گی۔ 9 بجے کے بعد آنے والوں کو لیٹ شمار کیا جائے گا۔ چھٹی کی درخواست پیشگی منظور کرانا لازمی ہے۔ محکمہ کی جانب سے اعلان کیا جاتا ہے کہ تمام ملازمین اپنی حاضری بائیو میٹرک نظام کے ذریعے یقینی بنائیں۔ غیر حاضری کی صورت میں تنخواہ میں کٹوتی کی جائے گی۔ 9 بجے کے بعد آنے والوں کو لیٹ شمار کیا جائے گا۔ چھٹی کی درخواست پیشگی منظور کرانا لازمی ہے۔ محکمہ کی جانب سے اعلان کیا جاتا ہے کہ تمام ملازمین اپنی حاضری بائیو میٹرک نظام کے ذریعے یقینی بنائیں۔ غیر حاضری کی صورت میں تنخواہ میں کٹوتی کی جائے گی۔ 9 بجے کے بعد آنے والوں کو لیٹ شمار کیا جائے گا۔ چھٹی کی درخواست پیشگی منظور کرانا لازمی ہے۔ (15, 522, 216, 638)
notice-block (224, 875, 424, 960)
notice-title: بلدیہ (948, 398, 971, 411)
divider (17, 488, 214, 489)
notice-number: 11 (1143, 607, 1157, 622)
notice-body: رقم 2500 روپے اور 32000 روپے کے واجبات فوری جمع کرائے جائیں۔ ادائیگی نہ ہونے کی صورت میں قانونی کارروائی کی جائے گی۔ رقم 2500 روپے اور 32000 روپے کے واجبات فوری جمع کرائے جائیں۔ ادائیگی نہ ہونے کی صورت میں قانونی کارروائی کی جائے گی۔ رقم 2500 روپے اور 32000 روپے کے واجبات فوری جمع کرائے جائیں۔ ادائیگی نہ ہونے کی صورت میں قانونی کارروائی کی جائے گی۔ (850, 601, 1051, 652)
star-icon: ★ (198, 654, 210, 669)
star-icon: ★ (857, 207, 869, 221)
star-icon: ★ (615, 487, 627, 502)
star-icon: ★ (22, 734, 33, 748)
notice-title: بلدیہ (948, 580, 971, 592)
notice-header (1060, 839, 1260, 862)
divider (1062, 1079, 1258, 1080)
notice-body: ٹاؤن میونسپل ایڈمنسٹریشن کی جانب سے اعلان کیا جاتا ہے کہ حدود میں واقع تمام تجارتی ادارے اپنے لائسنس کی تجدید مقررہ مدت کے اندر کرالیں بصورت دیگر قانونی کارروائی عمل میں لائی جائے گی۔ فیس کی ادائیگی متعلقہ بینک برانچ میں چالان کے ذریعے کی جائے۔ تاخیر کی صورت میں جرمانہ عائد ہوگا۔ ٹاؤن میونسپل ایڈمنسٹریشن کی جانب سے اعلان کیا جاتا ہے کہ حدود میں واقع تمام تجارتی ادارے اپنے لائسنس کی تجدید مقررہ مدت کے اندر کرالیں بصورت دیگر قانونی کارروائی عمل میں لائی جائے گی۔ فیس کی ادائیگی متعلقہ بینک برانچ میں چالان کے ذریعے کی جائے۔ تاخیر کی صورت میں جرمانہ عائد ہوگا۔ ٹاؤن میونسپل ایڈمنسٹریشن کی جانب سے اعلان کیا جاتا ہے کہ حدود میں واقع تمام تجارتی ادارے اپنے لائسنس کی تجدید مقررہ مدت کے اندر کرالیں بصورت دیگر قانونی کارروائی عمل میں لائی جائے گی۔ فیس کی ادائیگی متعلقہ بینک برانچ میں چالان کے ذریعے کی جائے۔ تاخیر کی صورت میں جرمانہ عائد ہوگا۔ (1059, 72, 1260, 236)
notice-body: بلدیاتی ادارے کی جانب سے کچرا اٹھانے والی گاڑیوں کی مرمت اور اسپیئر پارٹس کی فراہمی کے لیے مہر بند ٹینڈر درکار ہیں۔ ٹینڈر دستاویزات 500 روپے فی سیٹ کے عوض حاصل کی جا سکتی ہیں۔ آخری تاریخ وصولی 25 جنوری 2024 ہے۔ ٹینڈر اسی روز 12 بجے دوپہر شرکاء کی موجودگی میں کھولے جائیں گے۔ کسی قسم کی تاخیر قابل قبول نہ ہوگی۔ بلدیاتی ادارے کی جانب سے کچرا اٹھانے والی گاڑیوں کی مرمت اور اسپیئر پارٹس کی فراہمی کے لیے مہر بند ٹینڈر درکار ہیں۔ ٹینڈر دستاویزات 500 روپے فی سیٹ کے عوض حاصل کی جا سکتی ہیں۔ آخری تاریخ وصولی 25 جنوری 2024 ہے۔ ٹینڈر اسی روز 12 بجے دوپہر شرکاء کی موجودگی میں کھولے جائیں گے۔ کسی قسم کی تاخیر قابل قبول نہ ہوگی۔ بلدیاتی ادارے کی جانب سے کچرا اٹھانے والی گاڑیوں کی مرمت اور اسپیئر پارٹس کی فراہمی کے لیے مہر بند ٹینڈر درکار ہیں۔ ٹینڈر دستاویزات 500 روپے فی سیٹ کے عوض حاصل کی جا سکتی ہیں۔ آخری تاریخ وصولی 25 جنوری 2024 ہے۔ ٹینڈر اسی روز 12 بجے دوپہر شرکاء کی موجودگی میں کھولے جائیں گے۔ کسی قسم کی تاخیر قابل قبول نہ ہوگی۔ (1268, 764, 1469, 913)
